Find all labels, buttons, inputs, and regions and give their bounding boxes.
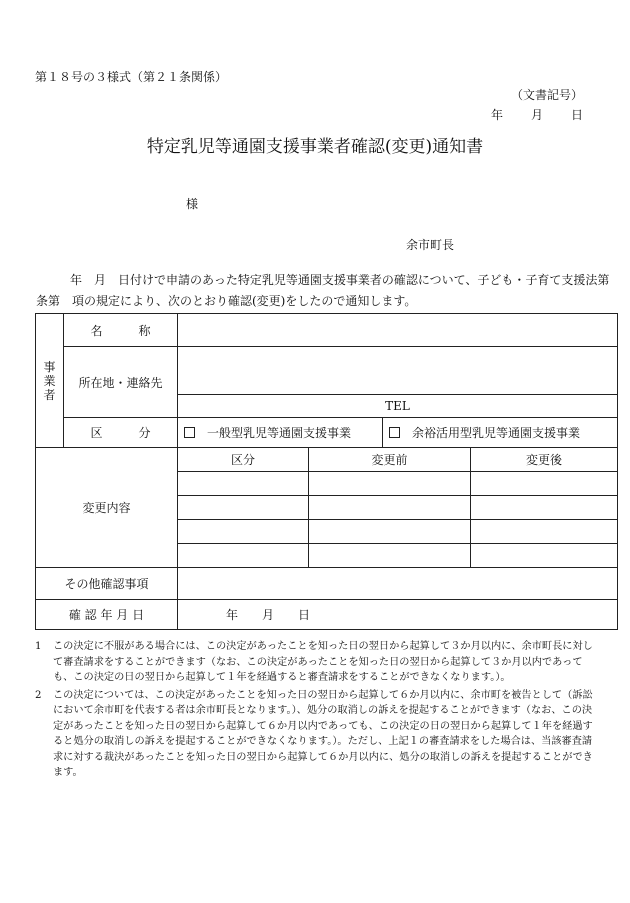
change-cell [309,496,471,520]
business-operator-label: 事 業 者 [36,314,64,448]
document-number-label: （文書記号） [510,88,583,102]
change-cell [471,544,618,568]
name-value [178,314,618,347]
tel-label: TEL [385,399,410,413]
option-general[interactable] [178,418,383,448]
change-cell [309,472,471,496]
note-number: 2 [35,689,42,701]
checkbox-general[interactable] [184,427,195,438]
note-text: この決定については、この決定があったことを知った日の翌日から起算して６か月以内に、余市町を被告として（訴訟において余市町を代表する者は余市町長となります。）、処分の取消しの訴えを提起することができます（なお、この決定があったことを知った日の翌日から起算して６か月以内であっても、この決定の日の翌日から起算して１年を経過すると処分の取消しの訴えを提起することができなくなります。）。ただし、上記１の審査請求をした場合は、当該審査請求に対する裁決があったことを知った日の翌日から起算して６か月以内に、処分の取消しの訴えを提起することができます。 [53,689,593,778]
change-header-category: 区分 [178,448,309,472]
name-label: 名 称 [64,314,178,347]
change-cell [471,520,618,544]
other-items-label: その他確認事項 [36,568,178,600]
confirm-date-value: 年 月 日 [178,600,618,630]
change-cell [309,520,471,544]
issue-date-day: 日 [570,108,583,122]
change-cell [178,496,309,520]
document-title: 特定乳児等通園支援事業者確認(変更)通知書 [146,137,484,157]
confirm-date-label: 確 認 年 月 日 [36,600,178,630]
option-general-label: 一般型乳児等通園支援事業 [207,426,352,440]
note-number: 1 [35,641,42,652]
change-cell [471,496,618,520]
issue-date-month: 月 [530,108,543,122]
other-items-value [178,568,618,600]
issue-date-year: 年 [490,108,503,122]
addressee-suffix: 様 [186,197,199,211]
change-cell [309,544,471,568]
issuer-name: 余市町長 [406,238,455,252]
change-cell [178,472,309,496]
option-surplus-label: 余裕活用型乳児等通園支援事業 [412,426,581,440]
checkbox-surplus[interactable] [389,427,400,438]
notes-section [35,639,595,781]
issue-date [491,106,583,123]
address-label: 所在地・連絡先 [64,347,178,418]
change-cell [471,472,618,496]
note-item [35,688,595,781]
notification-body: 年 月 日付けで申請のあった特定乳児等通園支援事業者の確認について、子ども・子育て支援法第 条第 項の規定により、次のとおり確認(変更)をしたので通知します。 [36,273,622,308]
change-header-before: 変更前 [309,448,471,472]
change-content-label: 変更内容 [36,448,178,568]
note-text: この決定に不服がある場合には、この決定があったことを知った日の翌日から起算して３か月以内に、余市町長に対して審査請求をすることができます（なお、この決定があったことを知った日の翌日から起算して３か月以内であっても、この決定の日の翌日から起算して１年を経過すると審査請求をすることができなくなります。）。 [53,641,593,683]
form-number: 第１８号の３様式（第２１条関係） [35,70,228,84]
address-value [178,347,618,395]
notification-table [35,313,618,630]
change-cell [178,544,309,568]
tel-field [178,395,618,418]
note-item [35,639,595,686]
category-label: 区 分 [64,418,178,448]
change-cell [178,520,309,544]
option-surplus[interactable] [383,418,618,448]
change-header-after: 変更後 [471,448,618,472]
